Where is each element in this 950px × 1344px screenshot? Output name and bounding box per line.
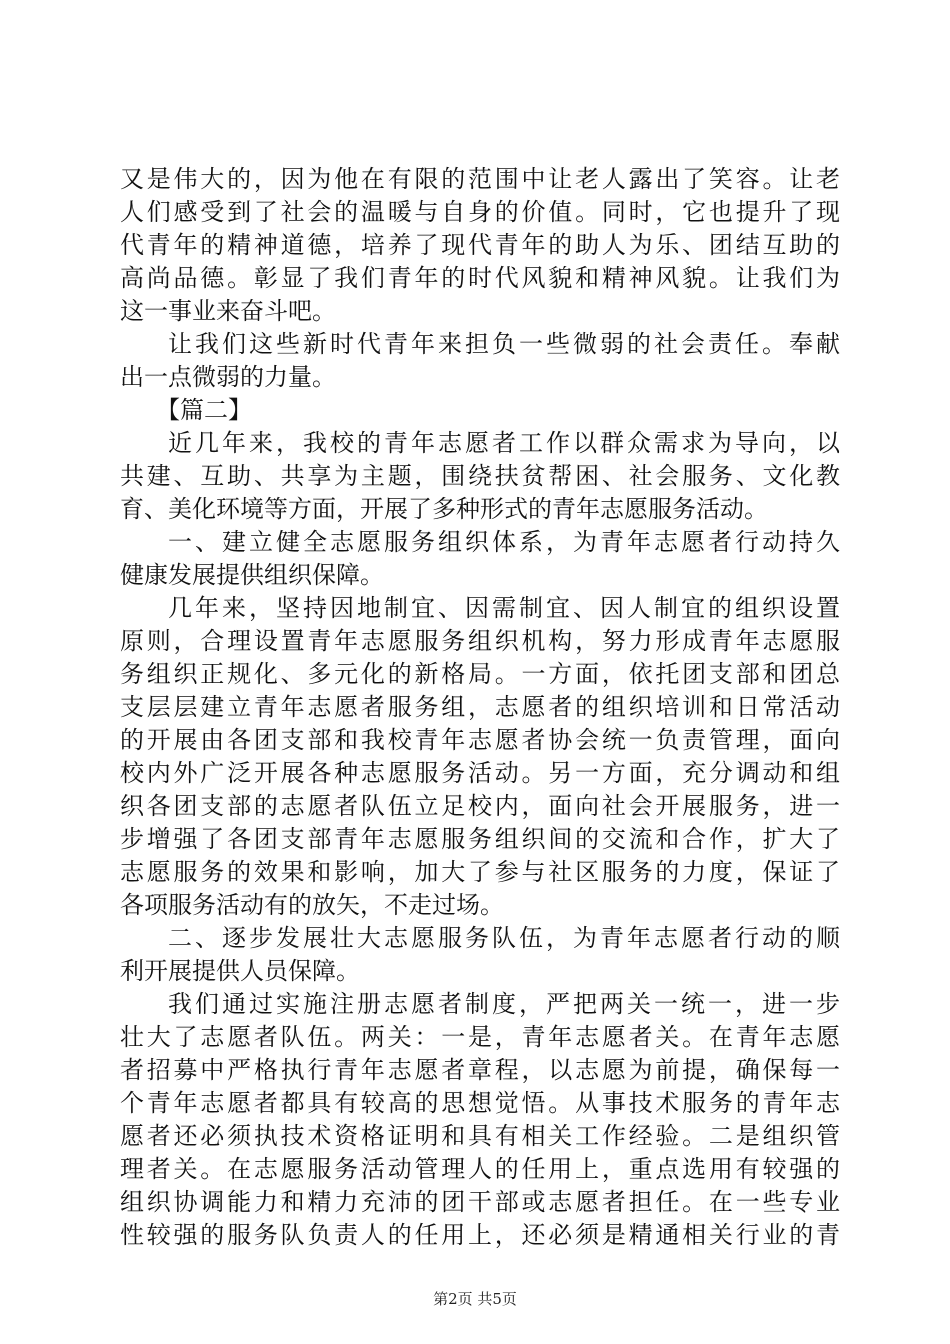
text-line: 高尚品德。彰显了我们青年的时代风貌和精神风貌。让我们为 [120, 264, 840, 292]
text-line: 步增强了各团支部青年志愿服务组织间的交流和合作，扩大了 [120, 825, 840, 853]
text-line: 共建、互助、共享为主题，围绕扶贫帮困、社会服务、文化教 [120, 462, 840, 490]
text-line: 一、建立健全志愿服务组织体系，为青年志愿者行动持久 [168, 528, 840, 556]
text-line: 出一点微弱的力量。 [120, 363, 336, 391]
text-line: 让我们这些新时代青年来担负一些微弱的社会责任。奉献 [168, 330, 840, 358]
text-line: 代青年的精神道德，培养了现代青年的助人为乐、团结互助的 [120, 231, 840, 259]
text-line: 务组织正规化、多元化的新格局。一方面，依托团支部和团总 [120, 660, 840, 688]
text-line: 志愿服务的效果和影响，加大了参与社区服务的力度，保证了 [120, 858, 840, 886]
text-line: 的开展由各团支部和我校青年志愿者协会统一负责管理，面向 [120, 726, 840, 754]
text-line: 几年来，坚持因地制宜、因需制宜、因人制宜的组织设置 [168, 594, 840, 622]
text-line: 者招募中严格执行青年志愿者章程，以志愿为前提，确保每一 [120, 1056, 840, 1084]
text-line: 性较强的服务队负责人的任用上，还必须是精通相关行业的青 [120, 1221, 840, 1249]
text-line: 个青年志愿者都具有较高的思想觉悟。从事技术服务的青年志 [120, 1089, 840, 1117]
text-line: 二、逐步发展壮大志愿服务队伍，为青年志愿者行动的顺 [168, 924, 840, 952]
text-line: 壮大了志愿者队伍。两关：一是，青年志愿者关。在青年志愿 [120, 1023, 840, 1051]
text-line: 我们通过实施注册志愿者制度，严把两关一统一，进一步 [168, 990, 840, 1018]
text-line: 育、美化环境等方面，开展了多种形式的青年志愿服务活动。 [120, 495, 768, 523]
text-line: 原则，合理设置青年志愿服务组织机构，努力形成青年志愿服 [120, 627, 840, 655]
section-heading: 【篇二】 [156, 396, 252, 424]
text-line: 利开展提供人员保障。 [120, 957, 360, 985]
text-line: 织各团支部的志愿者队伍立足校内，面向社会开展服务，进一 [120, 792, 840, 820]
text-line: 支层层建立青年志愿者服务组，志愿者的组织培训和日常活动 [120, 693, 840, 721]
text-line: 理者关。在志愿服务活动管理人的任用上，重点选用有较强的 [120, 1155, 840, 1183]
text-line: 组织协调能力和精力充沛的团干部或志愿者担任。在一些专业 [120, 1188, 840, 1216]
text-line: 各项服务活动有的放矢，不走过场。 [120, 891, 504, 919]
text-line: 健康发展提供组织保障。 [120, 561, 384, 589]
text-line: 又是伟大的，因为他在有限的范围中让老人露出了笑容。让老 [120, 165, 840, 193]
text-line: 这一事业来奋斗吧。 [120, 297, 336, 325]
text-line: 愿者还必须执技术资格证明和具有相关工作经验。二是组织管 [120, 1122, 840, 1150]
document-body [120, 163, 840, 1252]
text-line: 近几年来，我校的青年志愿者工作以群众需求为导向，以 [168, 429, 840, 457]
page-number-footer: 第2页 共5页 [433, 1290, 517, 1308]
text-line: 校内外广泛开展各种志愿服务活动。另一方面，充分调动和组 [120, 759, 840, 787]
text-line: 人们感受到了社会的温暖与自身的价值。同时，它也提升了现 [120, 198, 840, 226]
